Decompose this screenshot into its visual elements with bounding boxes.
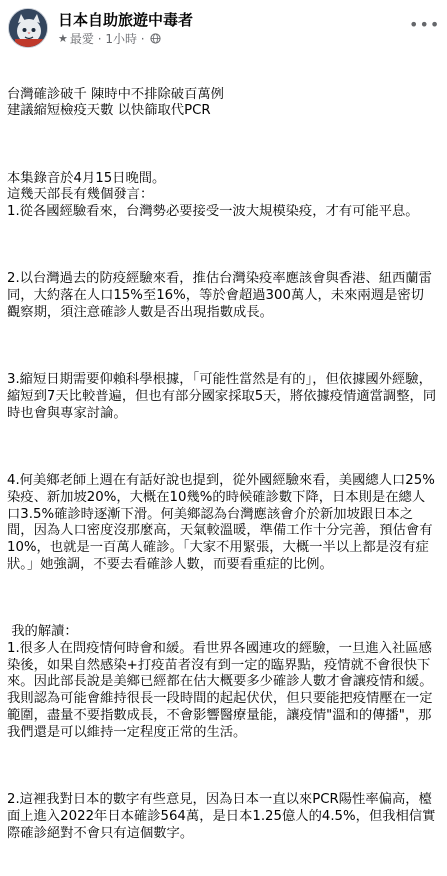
post-header bbox=[8, 8, 439, 48]
post-body bbox=[7, 53, 437, 876]
avatar-cat-icon bbox=[9, 9, 48, 48]
more-options-icon[interactable]: ••• bbox=[409, 15, 441, 34]
post-paragraph: 2.這裡我對日本的數字有些意見，因為日本一直以來PCR陽性率偏高，檯面上進入2022年日本確診564萬，是日本1.25億人的4.5%，但我相信實際確診絕對不會只有這個數字。 bbox=[7, 792, 436, 841]
globe-icon bbox=[150, 33, 161, 44]
post-paragraph: 2.以台灣過去的防疫經驗來看，推估台灣染疫率應該會與香港、紐西蘭雷同，大約落在人口15%至16%，等於會超過300萬人，未來兩週是密切觀察期，須注意確診人數是否出現指數成長。 bbox=[7, 271, 432, 320]
post-paragraph: 本集錄音於4月15日晚間。 這幾天部長有幾個發言： 1.從各國經驗看來，台灣勢必要接受一波大規模染疫，才有可能平息。 bbox=[7, 170, 419, 220]
post-headline: 台灣確診破千 陳時中不排除破百萬例 建議縮短檢疫天數 以快篩取代PCR bbox=[7, 86, 224, 119]
post-meta bbox=[58, 30, 161, 47]
star-icon: ★ bbox=[58, 32, 68, 45]
post-paragraph: 4.何美鄉老師上週在有話好說也提到，從外國經驗來看，美國總人口25%染疫、新加坡20%，大概在10幾%的時候確診數下降，日本則是在總人口3.5%確診時逐漸下滑。何美鄉認為台灣應該會介於新加坡跟日本之間，因為人口密度沒那麼高，天氣較溫暖，準備工作十分完善，預估會有10%，也就是一百萬人確診。「大家不用緊張，大概一半以上都是沒有症狀。」她強調，不要去看確診人數，而要看重症的比例。 bbox=[7, 472, 435, 572]
post-paragraph: 我的解讀： 1.很多人在問疫情何時會和緩。看世界各國連攻的經驗，一旦進入社區感染後，如果自然感染+打疫苗者沒有到一定的臨界點，疫情就不會很快下來。因此部長說是美鄉已經都在估大概要多少確診人數才會讓疫情和緩。我則認為可能會維持很長一段時間的起起伏伏，但只要能把疫情壓在一定範圍，盡量不要指數成長，不會影響醫療量能，讓疫情"溫和的傳播"，那我們還是可以維持一定程度正常的生活。 bbox=[7, 624, 433, 740]
post-paragraph: 3.縮短日期需要仰賴科學根據，「可能性當然是有的」，但依據國外經驗，縮短到7天比較普遍，但也有部分國家採取5天，將依據疫情適當調整，同時也會與專家討論。 bbox=[7, 372, 437, 421]
author-name[interactable]: 日本自助旅遊中毒者 bbox=[58, 11, 194, 29]
author-avatar[interactable] bbox=[8, 8, 48, 48]
post-time[interactable]: 最愛 · 1小時 · bbox=[69, 32, 149, 46]
